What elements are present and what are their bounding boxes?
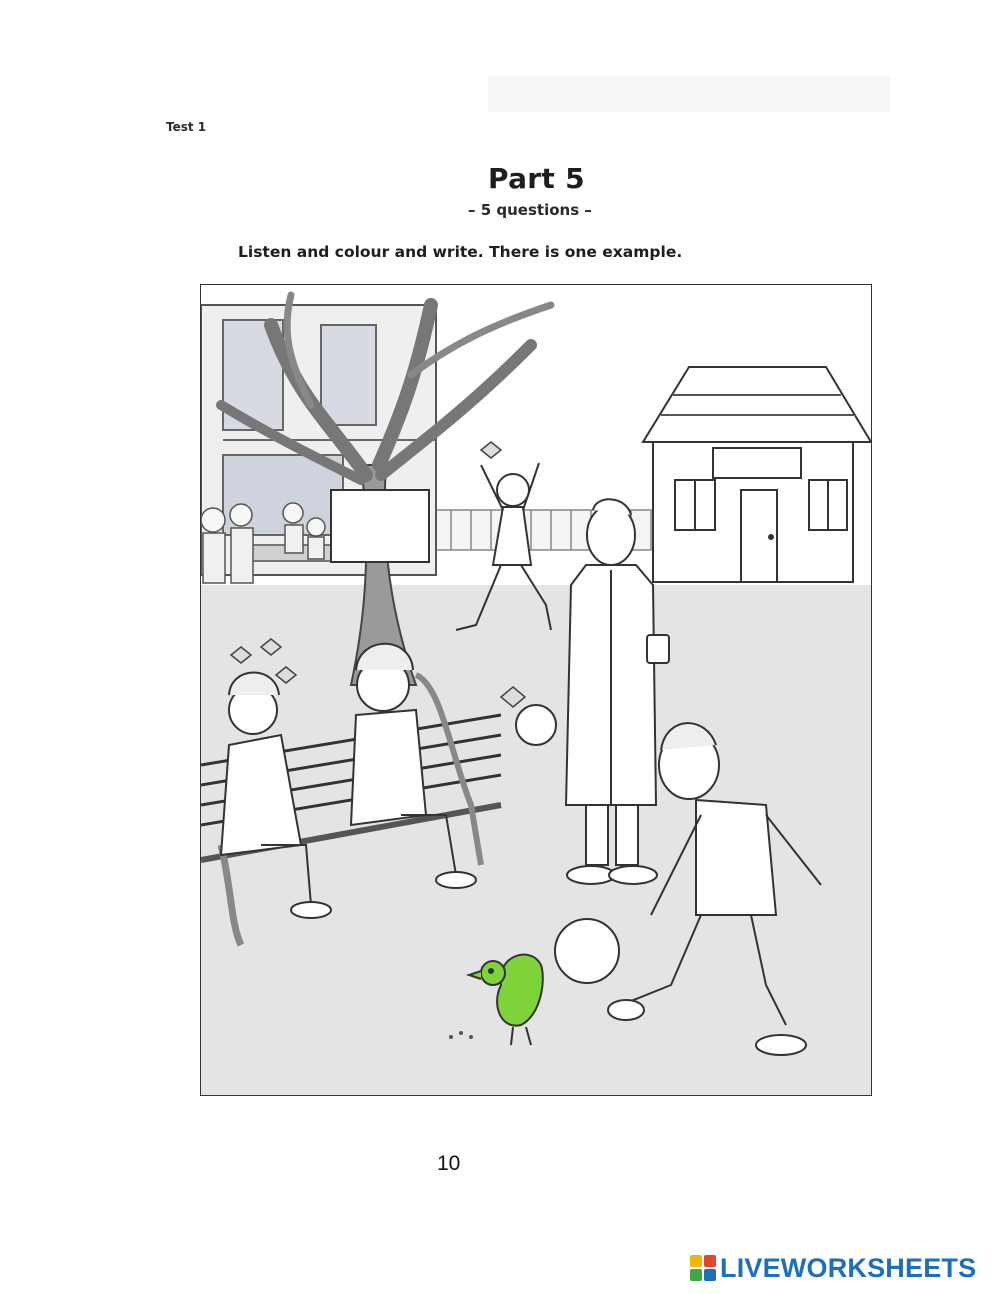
ball-upper bbox=[516, 705, 556, 745]
part-title: Part 5 bbox=[488, 162, 585, 195]
liveworksheets-logo bbox=[690, 1252, 976, 1284]
page-number: 10 bbox=[437, 1152, 461, 1175]
instruction-text: Listen and colour and write. There is one example. bbox=[238, 243, 683, 261]
ball-lower bbox=[555, 919, 619, 983]
blank-sign-house bbox=[713, 448, 801, 478]
test-label: Test 1 bbox=[166, 120, 207, 134]
house bbox=[643, 367, 871, 582]
brand-text: LIVEWORKSHEETS bbox=[720, 1252, 977, 1283]
coffee-mug bbox=[647, 635, 669, 663]
liveworksheets-logo-icon bbox=[690, 1255, 716, 1281]
scene-illustration bbox=[200, 284, 872, 1096]
part-subtitle: – 5 questions – bbox=[468, 201, 592, 219]
scan-shade bbox=[488, 76, 890, 112]
blank-sign-tree bbox=[331, 490, 429, 562]
